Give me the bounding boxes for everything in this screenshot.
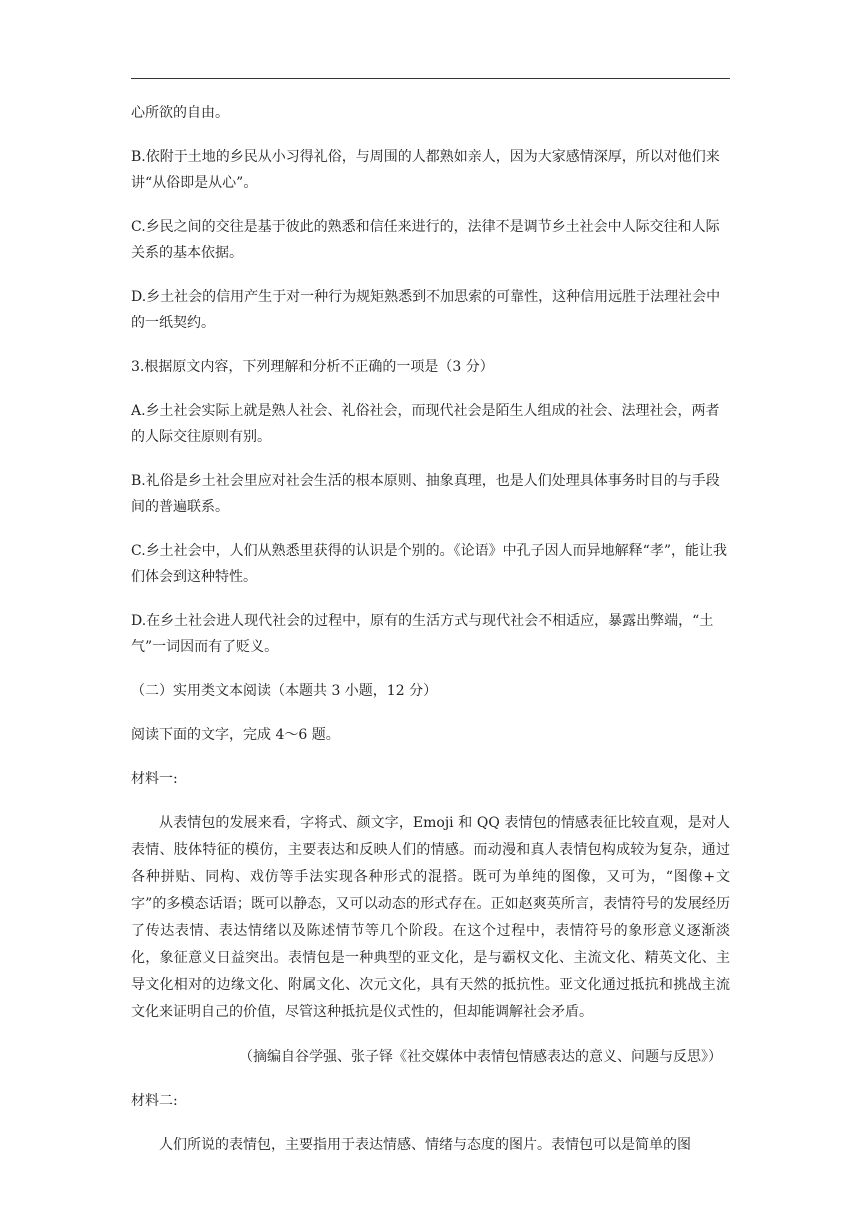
reading-instruction: 阅读下面的文字，完成 4～6 题。 — [131, 727, 340, 743]
material-2-paragraph: 人们所说的表情包，主要指用于表达情感、情绪与态度的图片。表情包可以是简单的图 — [159, 1137, 691, 1153]
option-c-q3: C.乡土社会中，人们从熟悉里获得的认识是个别的。《论语》中孔子因人而异地解释“孝”，能让我们体会到这种特性。 — [131, 543, 727, 585]
material-2-label: 材料二: — [131, 1093, 178, 1109]
document-body — [131, 100, 730, 1159]
material-1-label: 材料一: — [131, 771, 178, 787]
material-1 — [131, 810, 730, 1026]
option-b-q2: B.依附于土地的乡民从小习得礼俗，与周围的人都熟如亲人，因为大家感情深厚，所以对他们来讲“从俗即是从心”。 — [131, 149, 720, 191]
material-1-source: （摘编自谷学强、张子铎《社交媒体中表情包情感表达的意义、问题与反思》） — [239, 1049, 722, 1065]
text-line-continuation: 心所欲的自由。 — [131, 105, 229, 121]
material-1-paragraph: 从表情包的发展来看，字将式、颜文字，Emoji 和 QQ 表情包的情感表征比较直观，是对人表情、肢体特征的模仿，主要表达和反映人们的情感。而动漫和真人表情包构成较为复杂，通过各种拼贴、同构、戏仿等手法实现各种形式的混搭。既可为单纯的图像，又可为，“图像+文字”的多模态话语；既可以静态，又可以动态的形式存在。正如赵爽英所言，表情符号的发展经历了传达表情、表达情绪以及陈述情节等几个阶段。在这个过程中，表情符号的象形意义逐渐淡化，象征意义日益突出。表情包是一种典型的亚文化，是与霸权文化、主流文化、精英文化、主导文化相对的边缘文化、附属文化、次元文化，具有天然的抵抗性。亚文化通过抵抗和挑战主流文化来证明自己的价值，尽管这种抵抗是仪式性的，但却能调解社会矛盾。 — [131, 815, 730, 1020]
option-a-q3: A.乡土社会实际上就是熟人社会、礼俗社会，而现代社会是陌生人组成的社会、法理社会，两者的人际交往原则有别。 — [131, 403, 720, 445]
header-rule — [131, 78, 730, 79]
section-heading: （二）实用类文本阅读（本题共 3 小题，12 分） — [131, 683, 438, 699]
option-b-q3: B.礼俗是乡土社会里应对社会生活的根本原则、抽象真理，也是人们处理具体事务时目的与手段间的普遍联系。 — [131, 473, 720, 515]
option-c-q2: C.乡民之间的交往是基于彼此的熟悉和信任来进行的，法律不是调节乡土社会中人际交往和人际关系的基本依据。 — [131, 219, 720, 261]
option-d-q2: D.乡土社会的信用产生于对一种行为规矩熟悉到不加思索的可靠性，这种信用远胜于法理社会中的一纸契约。 — [131, 289, 721, 331]
question-3: 3.根据原文内容，下列理解和分析不正确的一项是（3 分） — [131, 359, 494, 375]
material-2 — [131, 1132, 730, 1159]
option-d-q3: D.在乡土社会进人现代社会的过程中，原有的生活方式与现代社会不相适应，暴露出弊端，“土气”一词因而有了贬义。 — [131, 613, 714, 655]
